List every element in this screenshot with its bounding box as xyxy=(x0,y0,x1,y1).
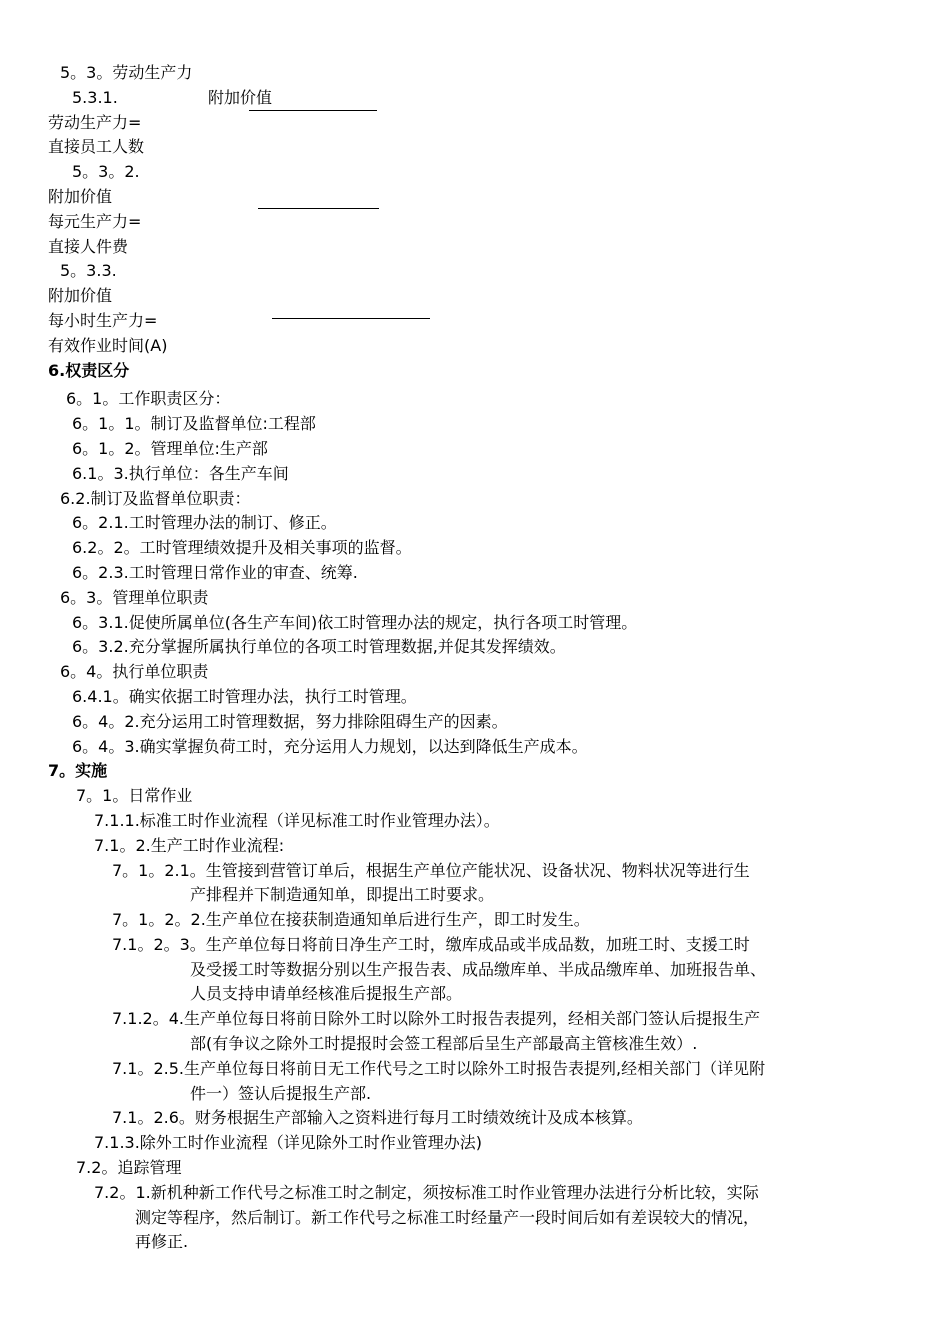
item-7-1-2-6: 7.1。2.6。财务根据生产部输入之资料进行每月工时绩效统计及成本核算。 xyxy=(112,1108,643,1128)
item-6-1-1: 6。1。1。制订及监督单位:工程部 xyxy=(72,414,316,434)
heading-section-7: 7。实施 xyxy=(48,761,108,781)
item-6-1-3: 6.1。3.执行单位：各生产车间 xyxy=(72,463,289,483)
section-5-3: 5。3。劳动生产力 xyxy=(60,63,193,82)
item-6-4-1: 6.4.1。确实依据工时管理办法，执行工时管理。 xyxy=(72,686,417,706)
item-6-4-2: 6。4。2.充分运用工时管理数据，努力排除阻碍生产的因素。 xyxy=(72,711,508,731)
numerator: 附加价值 xyxy=(48,186,113,206)
fraction-line xyxy=(258,208,379,209)
item-7-2: 7.2。追踪管理 xyxy=(76,1158,182,1178)
formula-5-3-1-lhs-row xyxy=(0,111,950,136)
item-7-1-2-3-cont: 及受援工时等数据分别以生产报告表、成品缴库单、半成品缴库单、加班报告单、 xyxy=(190,959,767,979)
item-7-2-1-cont: 再修正. xyxy=(135,1232,189,1252)
item-7-1-2-1: 7。1。2.1。生管接到营管订单后，根据生产单位产能状况、设备状况、物料状况等进行生 xyxy=(112,860,750,880)
section-5-3-3: 5。3.3. xyxy=(60,261,117,281)
item-6-4: 6。4。执行单位职责 xyxy=(60,662,209,682)
item-6-1: 6。1。工作职责区分： xyxy=(66,389,231,409)
heading-section-6: 6.权责区分 xyxy=(48,360,130,380)
formula-lhs: 每小时生产力= xyxy=(48,310,158,330)
numerator: 附加价值 xyxy=(208,87,273,107)
item-6-2-1: 6。2.1.工时管理办法的制订、修正。 xyxy=(72,513,337,533)
numerator: 附加价值 xyxy=(48,286,113,306)
item-6-3-2: 6。3.2.充分掌握所属执行单位的各项工时管理数据,并促其发挥绩效。 xyxy=(72,637,566,657)
section-number: 5.3.1. xyxy=(72,87,118,107)
item-7-1-2-4: 7.1.2。4.生产单位每日将前日除外工时以除外工时报告表提列，经相关部门签认后提报生产 xyxy=(112,1009,760,1029)
item-7-2-1: 7.2。1.新机种新工作代号之标准工时之制定，须按标准工时作业管理办法进行分析比较，实际 xyxy=(94,1182,759,1202)
item-6-2-3: 6。2.3.工时管理日常作业的审查、统筹. xyxy=(72,562,358,582)
item-6-3: 6。3。管理单位职责 xyxy=(60,587,209,607)
formula-5-3-2-lhs-row xyxy=(0,210,950,235)
fraction-line xyxy=(272,318,430,319)
item-6-4-3: 6。4。3.确实掌握负荷工时，充分运用人力规划，以达到降低生产成本。 xyxy=(72,736,588,756)
item-7-1-2-1-cont: 产排程并下制造通知单，即提出工时要求。 xyxy=(190,885,495,905)
item-6-2-2: 6.2。2。工时管理绩效提升及相关事项的监督。 xyxy=(72,538,412,558)
item-7-1-2-5-cont: 件一）签认后提报生产部. xyxy=(190,1083,372,1103)
item-6-3-1: 6。3.1.促使所属单位(各生产车间)依工时管理办法的规定，执行各项工时管理。 xyxy=(72,612,638,632)
formula-5-3-3-lhs-row xyxy=(0,309,950,334)
section-5-3-2: 5。3。2. xyxy=(72,162,140,182)
item-7-1-2-3-cont: 人员支持申请单经核准后提报生产部。 xyxy=(190,984,463,1004)
item-7-1-2-4-cont: 部(有争议之除外工时提报时会签工程部后呈生产部最高主管核准生效）. xyxy=(190,1034,698,1054)
denominator: 直接人件费 xyxy=(48,236,129,256)
item-6-2: 6.2.制订及监督单位职责： xyxy=(60,488,251,508)
item-7-2-1-cont: 测定等程序，然后制订。新工作代号之标准工时经量产一段时间后如有差误较大的情况， xyxy=(135,1207,760,1227)
document-page xyxy=(0,61,950,1255)
formula-lhs: 劳动生产力= xyxy=(48,112,142,132)
item-7-1: 7。1。日常作业 xyxy=(76,786,193,806)
item-7-1-2: 7.1。2.生产工时作业流程: xyxy=(94,835,285,855)
formula-lhs: 每元生产力= xyxy=(48,211,142,231)
item-6-1-2: 6。1。2。管理单位:生产部 xyxy=(72,438,268,458)
item-7-1-2-5: 7.1。2.5.生产单位每日将前日无工作代号之工时以除外工时报告表提列,经相关部门（详见附 xyxy=(112,1058,766,1078)
denominator: 有效作业时间(A) xyxy=(48,335,168,355)
denominator: 直接员工人数 xyxy=(48,137,145,157)
item-7-1-2-2: 7。1。2。2.生产单位在接获制造通知单后进行生产，即工时发生。 xyxy=(112,910,590,930)
formula-5-3-1-row xyxy=(0,86,950,111)
item-7-1-1: 7.1.1.标准工时作业流程（详见标准工时作业管理办法）。 xyxy=(94,810,500,830)
item-7-1-2-3: 7.1。2。3。生产单位每日将前日净生产工时，缴库成品或半成品数，加班工时、支援工时 xyxy=(112,934,750,954)
fraction-line xyxy=(249,110,377,111)
item-7-1-3: 7.1.3.除外工时作业流程（详见除外工时作业管理办法) xyxy=(94,1133,483,1153)
